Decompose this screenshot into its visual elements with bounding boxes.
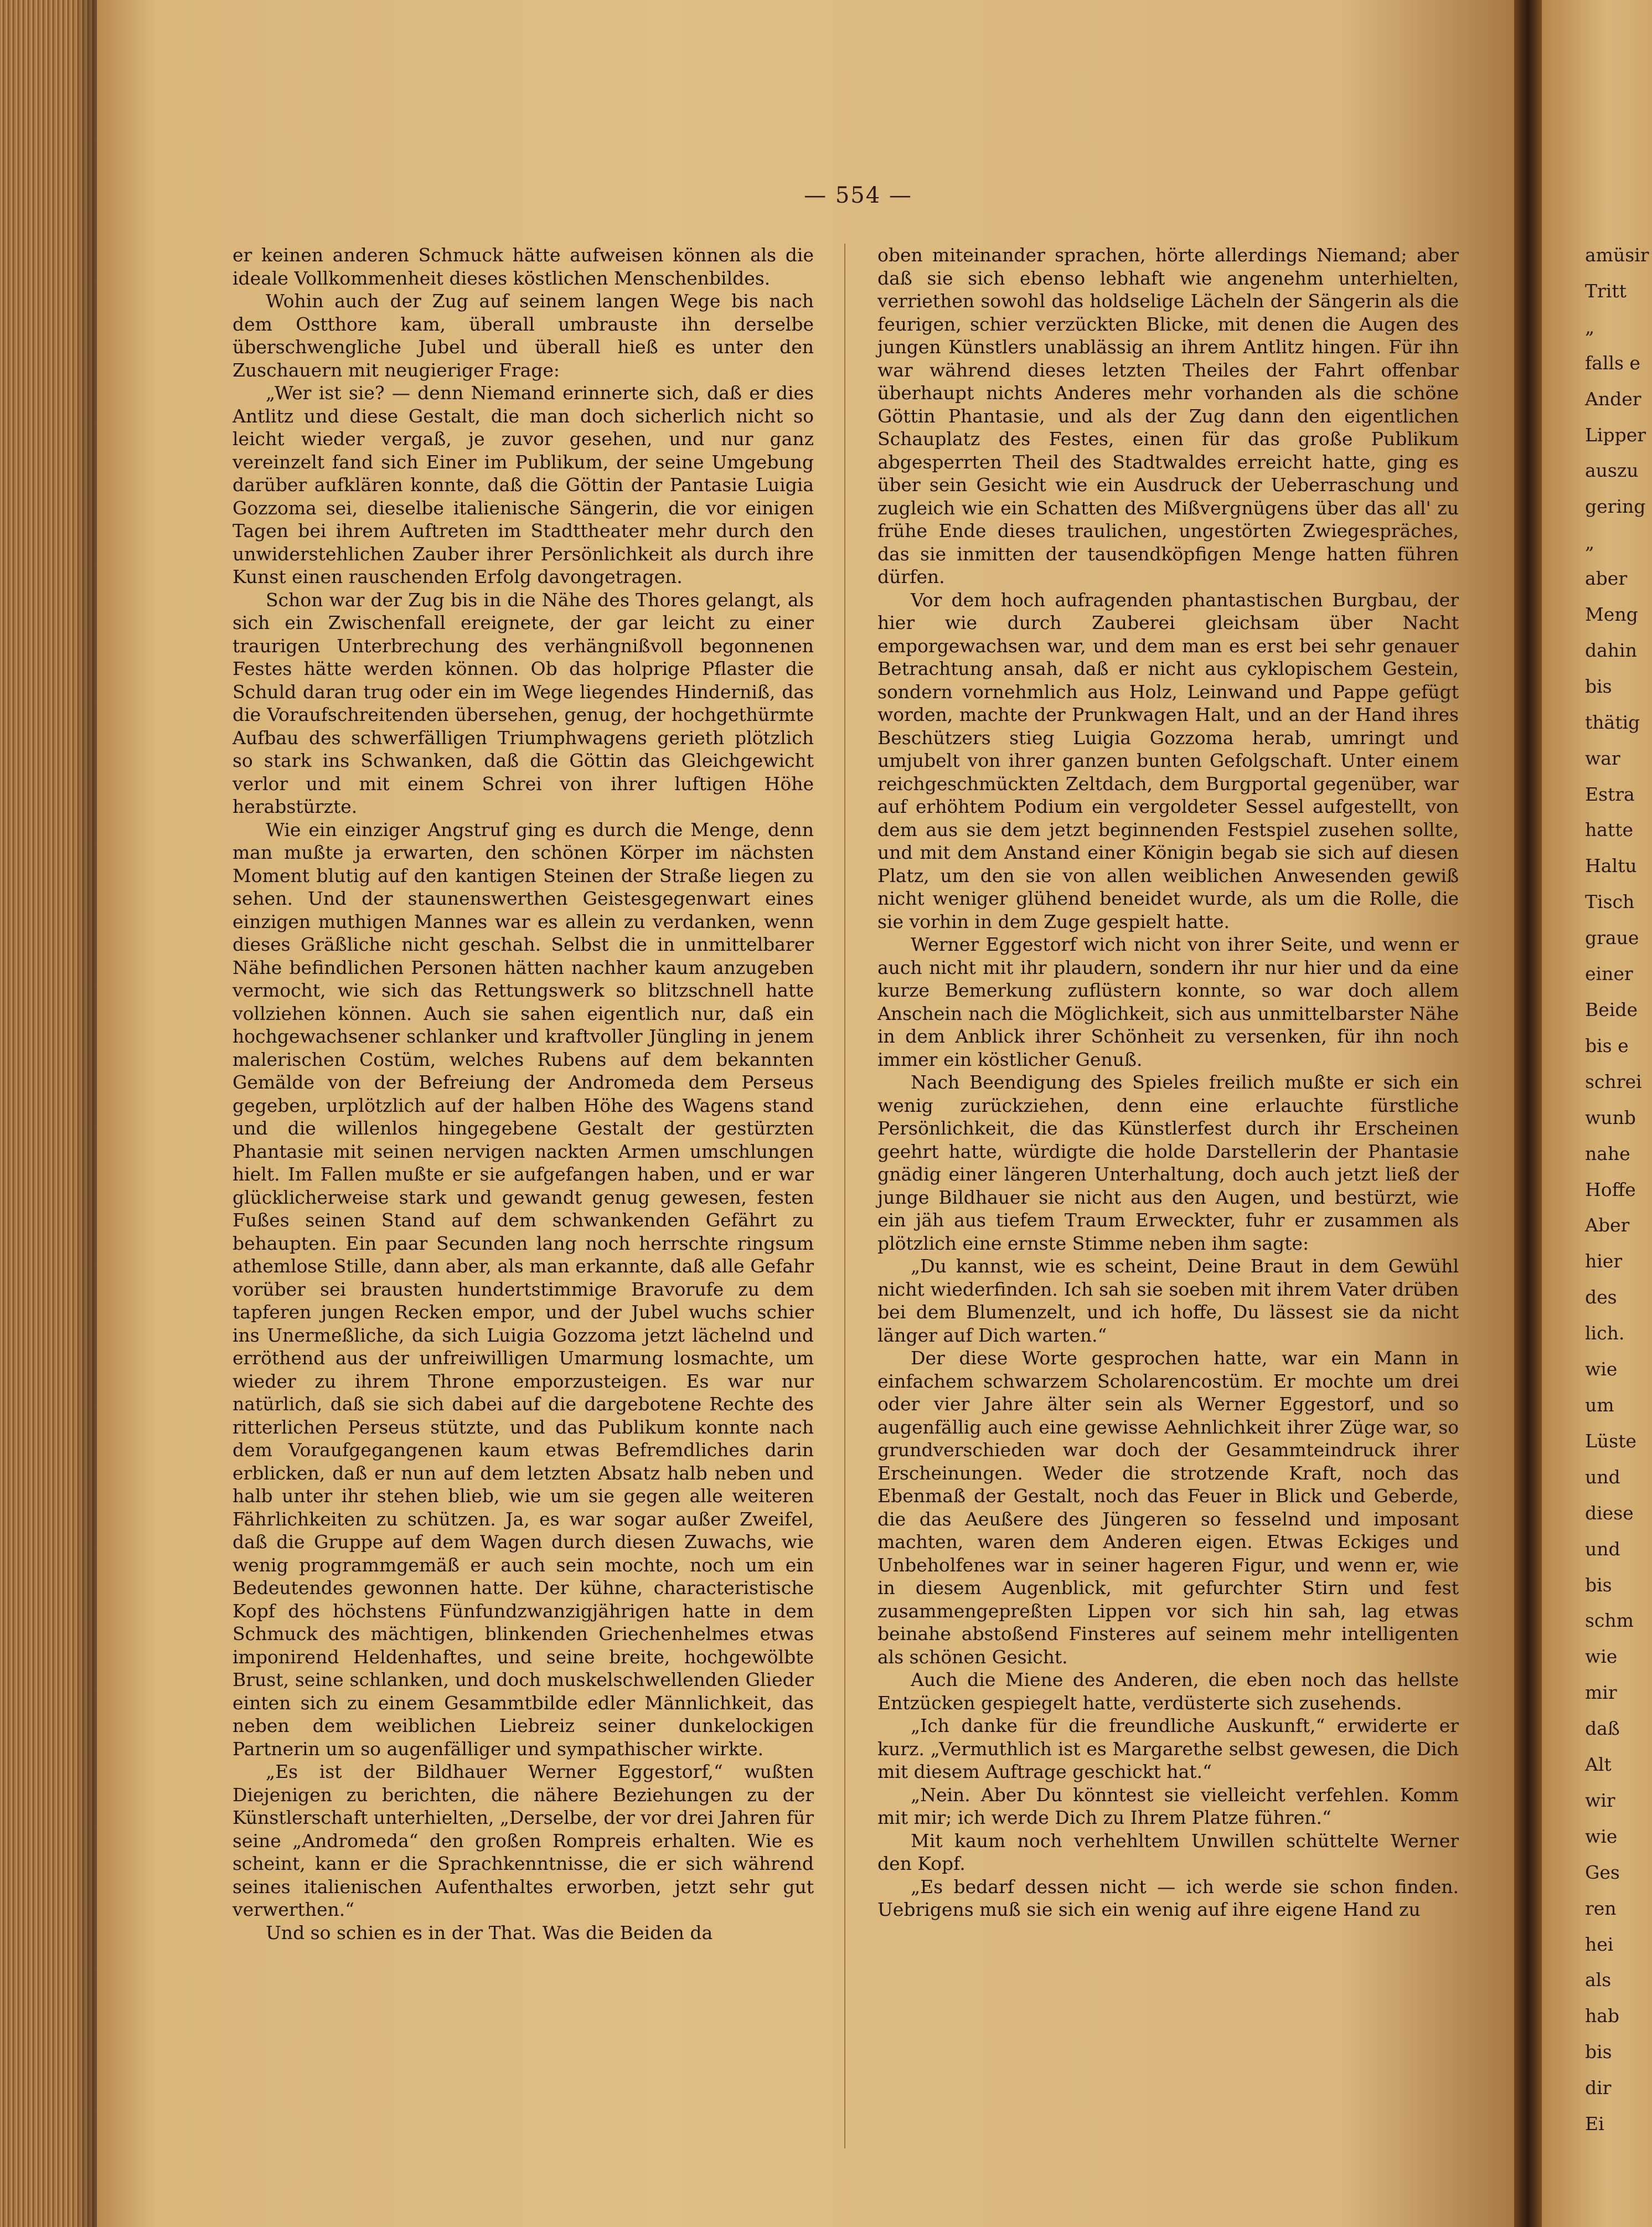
paragraph: Schon war der Zug bis in die Nähe des Thores gelangt, als sich ein Zwischenfall ereignete, der gar leicht zu einer traurigen Unterbrechung des verhängnißvoll begonnenen Festes hätte werden können. Ob das holprige Pflaster die Schuld daran trug oder ein im Wege liegendes Hinderniß, das die Voraufschreitenden übersehen, genug, der hochgethürmte Aufbau des schwerfälligen Triumphwagens gerieth plötzlich so stark ins Schwanken, daß die Göttin das Gleichgewicht verlor und mit einem Schrei von ihrer luftigen Höhe herabstürzte. xyxy=(233,589,814,817)
next-page-text-fragment: und xyxy=(1585,1466,1620,1488)
next-page-text-fragment: lich. xyxy=(1585,1322,1625,1344)
paragraph: Wohin auch der Zug auf seinem langen Wege bis nach dem Ostthore kam, überall umbrauste ihn derselbe überschwengliche Jubel und überall hieß es unter den Zuschauern mit neugieriger Frage: xyxy=(233,290,814,381)
text-column-right xyxy=(877,244,1459,1921)
paragraph: Auch die Miene des Anderen, die eben noch das hellste Entzücken gespiegelt hatte, verdüsterte sich zusehends. xyxy=(877,1669,1459,1714)
paragraph: „Es ist der Bildhauer Werner Eggestorf,“ wußten Diejenigen zu berichten, die nähere Beziehungen zu der Künstlerschaft unterhielten, „Derselbe, der vor drei Jahren für seine „Andromeda“ den großen Rompreis erhalten. Wie es scheint, kann er die Sprachkenntnisse, die er sich während seines italienischen Aufenthaltes erworben, jetzt sehr gut verwerthen.“ xyxy=(233,1761,814,1920)
next-page-text-fragment: hatte xyxy=(1585,819,1633,841)
next-page-text-fragment: mir xyxy=(1585,1682,1617,1704)
next-page-text-fragment: aber xyxy=(1585,568,1628,590)
next-page-text-fragment: wie xyxy=(1585,1358,1618,1380)
next-page-text-fragment: thätig xyxy=(1585,711,1640,733)
next-page-text-fragment: des xyxy=(1585,1286,1617,1308)
next-page-text-fragment: dahin xyxy=(1585,639,1637,661)
next-page-text-fragment: Meng xyxy=(1585,604,1638,626)
paragraph: Und so schien es in der That. Was die Beiden da xyxy=(266,1921,713,1944)
book-gutter xyxy=(1514,0,1542,2227)
next-page-text-fragment: wie xyxy=(1585,1646,1618,1668)
next-page-text-fragment: Lipper xyxy=(1585,424,1646,446)
next-page-text-fragment: einer xyxy=(1585,963,1633,985)
next-page-text-fragment: war xyxy=(1585,747,1620,769)
paragraph: „Wer ist sie? — denn Niemand erinnerte sich, daß er dies Antlitz und diese Gestalt, die man doch sicherlich nicht so leicht wieder vergaß, je zuvor gesehen, und nur ganz vereinzelt fand sich Einer im Publikum, der seine Umgebung darüber aufklären konnte, daß die Göttin der Pantasie Luigia Gozzoma sei, dieselbe italienische Sängerin, die vor einigen Tagen bei ihrem Auftreten im Stadttheater mehr durch den unwiderstehlichen Zauber ihrer Persönlichkeit als durch ihre Kunst einen rauschenden Erfolg davongetragen. xyxy=(233,382,814,587)
next-page-text-fragment: falls e xyxy=(1585,352,1640,374)
next-page-text-fragment: diese xyxy=(1585,1502,1634,1524)
next-page-text-fragment: Alt xyxy=(1585,1754,1612,1776)
column-divider xyxy=(844,244,845,2148)
next-page-text-fragment: Beide xyxy=(1585,999,1638,1021)
next-page-text-fragment: als xyxy=(1585,1969,1612,1991)
page-number: — 554 — xyxy=(804,183,912,208)
paragraph: „Nein. Aber Du könntest sie vielleicht verfehlen. Komm mit mir; ich werde Dich zu Ihrem Platze führen.“ xyxy=(877,1783,1459,1828)
paragraph: Wie ein einziger Angstruf ging es durch die Menge, denn man mußte ja erwarten, den schönen Körper im nächsten Moment blutig auf den kantigen Steinen der Straße liegen zu sehen. Und der staunenswerthen Geistesgegenwart eines einzigen muthigen Mannes war es allein zu verdanken, wenn dieses Gräßliche nicht geschah. Selbst die in unmittelbarer Nähe befindlichen Personen hätten nachher kaum anzugeben vermocht, wie sich das Rettungswerk so blitzschnell hatte vollziehen können. Auch sie sahen eigentlich nur, daß ein hochgewachsener schlanker und kraftvoller Jüngling in jenem malerischen Costüm, welches Rubens auf dem bekannten Gemälde von der Befreiung der Andromeda dem Perseus gegeben, urplötzlich auf der halben Höhe des Wagens stand und die willenlos hingegebene Gestalt der gestürzten Phantasie mit seinen nervigen nackten Armen umschlungen hielt. Im Fallen mußte er sie aufgefangen haben, und er war glücklicherweise stark und gewandt genug gewesen, festen Fußes seinen Stand auf dem schwankenden Gefährt zu behaupten. Ein paar Secunden lang noch herrschte ringsum athemlose Stille, dann aber, als man erkannte, daß alle Gefahr vorüber sei brausten hundertstimmige Bravorufe zu dem tapferen jungen Recken empor, und der Jubel wuchs schier ins Unermeßliche, da sich Luigia Gozzoma jetzt lächelnd und erröthend aus der unfreiwilligen Umarmung losmachte, um wieder zu ihrem Throne emporzusteigen. Es war nur natürlich, daß sie sich dabei auf die dargebotene Rechte des ritterlichen Perseus stützte, und das Publikum konnte nach dem Voraufgegangenen kaum etwas Befremdliches darin erblicken, daß er nun auf dem letzten Absatz halb neben und halb unter ihr stehen blieb, wie um sie gegen alle weiteren Fährlichkeiten zu schützen. Ja, es war sogar außer Zweifel, daß die Gruppe auf dem Wagen durch diesen Zuwachs, wie wenig programmgemäß er auch sein mochte, noch um ein Bedeutendes gewonnen hatte. Der kühne, characteristische Kopf des höchstens Fünfundzwanzigjährigen hatte in dem Schmuck des mächtigen, blinkenden Griechenhelmes etwas imponirend Heldenhaftes, und seine breite, hochgewölbte Brust, seine schlanken, und doch muskelschwellenden Glieder einten sich zu einem Gesammtbilde edler Männlichkeit, das neben dem weiblichen Liebreiz seiner dunkelockigen Partnerin um so augenfälliger und sympathischer wirkte. xyxy=(233,818,814,1760)
next-page-text-fragment: gering xyxy=(1585,496,1646,518)
next-page-text-fragment: bis e xyxy=(1585,1034,1629,1056)
next-page-text-fragment: „ xyxy=(1585,532,1595,554)
paragraph: Nach Beendigung des Spieles freilich mußte er sich ein wenig zurückziehen, denn eine erlauchte fürstliche Persönlichkeit, die das Künstlerfest durch ihr Erscheinen geehrt hatte, würdigte die holde Darstellerin der Phantasie gnädig einer längeren Unterhaltung, doch auch jetzt ließ der junge Bildhauer sie nicht aus den Augen, und bestürzt, wie ein jäh aus tiefem Traum Erweckter, fuhr er zusammen als plötzlich eine ernste Stimme neben ihm sagte: xyxy=(877,1071,1459,1254)
next-page-text-fragment: schrei xyxy=(1585,1070,1642,1092)
text-column-left xyxy=(233,244,814,1944)
paragraph: „Es bedarf dessen nicht — ich werde sie schon finden. Uebrigens muß sie sich ein wenig auf ihre eigene Hand zu xyxy=(877,1875,1459,1920)
paragraph: „Ich danke für die freundliche Auskunft,“ erwiderte er kurz. „Vermuthlich ist es Margarethe selbst gewesen, die Dich mit diesem Auftrage geschickt hat.“ xyxy=(877,1715,1459,1782)
next-page-text-fragment: und xyxy=(1585,1538,1620,1560)
next-page-text-fragment: Ander xyxy=(1585,388,1641,410)
paragraph: oben miteinander sprachen, hörte allerdings Niemand; aber daß sie sich ebenso lebhaft wie angenehm unterhielten, verriethen sowohl das holdselige Lächeln der Sängerin als die feurigen, schier verzückten Blicke, mit denen die Augen des jungen Künstlers unablässig an ihrem Antlitz hingen. Für ihn war während dieses letzten Theiles der Fahrt offenbar überhaupt nichts Anderes mehr vorhanden als die schöne Göttin Phantasie, und als der Zug dann den eigentlichen Schauplatz des Festes, einen für das große Publikum abgesperrten Theil des Stadtwaldes erreicht hatte, ging es über sein Gesicht wie ein Ausdruck der Ueberraschung und zugleich wie ein Schatten des Mißvergnügens über das all' zu frühe Ende dieses traulichen, ungestörten Zwiegespräches, das sie inmitten der tausendköpfigen Menge hatten führen dürfen. xyxy=(877,244,1459,587)
next-page-text-fragment: bis xyxy=(1585,2041,1612,2063)
next-page-text-fragment: amüsir xyxy=(1585,244,1649,266)
next-page-text-fragment: wir xyxy=(1585,1789,1615,1811)
paragraph: Der diese Worte gesprochen hatte, war ein Mann in einfachem schwarzem Scholarencostüm. Er mochte um drei oder vier Jahre älter sein als Werner Eggestorf, und so augenfällig auch eine gewisse Aehnlichkeit ihrer Züge war, so grundverschieden war doch der Gesammteindruck ihrer Erscheinungen. Weder die strotzende Kraft, noch das Ebenmaß der Gestalt, noch das Feuer in Blick und Geberde, die das Aeußere des Jüngeren so fesselnd und imposant machten, waren dem Anderen eigen. Etwas Eckiges und Unbeholfenes war in seiner hageren Figur, und wenn er, wie in diesem Augenblick, mit gefurchter Stirn und fest zusammengepreßten Lippen vor sich hin sah, lag etwas beinahe abstoßend Finsteres auf seinem mehr intelligenten als schönen Gesicht. xyxy=(877,1347,1459,1668)
paragraph: Mit kaum noch verhehltem Unwillen schüttelte Werner den Kopf. xyxy=(877,1829,1459,1874)
next-page-text-fragment: Aber xyxy=(1585,1214,1630,1236)
next-page-text-fragment: nahe xyxy=(1585,1142,1630,1164)
next-page-text-fragment: daß xyxy=(1585,1718,1620,1740)
paragraph: er keinen anderen Schmuck hätte aufweisen können als die ideale Vollkommenheit dieses köstlichen Menschenbildes. xyxy=(233,244,814,289)
next-page-text-fragment: ren xyxy=(1585,1897,1617,1919)
next-page-text-fragment: graue xyxy=(1585,927,1639,949)
next-page-text-fragment: Haltu xyxy=(1585,855,1637,877)
next-page-text-fragment: Ges xyxy=(1585,1861,1620,1883)
paragraph: Werner Eggestorf wich nicht von ihrer Seite, und wenn er auch nicht mit ihr plaudern, sondern ihr nur hier und da eine kurze Bemerkung zuflüstern konnte, so war doch allem Anschein nach die Möglichkeit, sich aus unmittelbarster Nähe in dem Anblick ihrer Schönheit zu versenken, für ihn noch immer ein köstlicher Genuß. xyxy=(877,934,1459,1070)
next-page-text-fragment: Hoffe xyxy=(1585,1178,1636,1200)
next-page-text-fragment: Lüste xyxy=(1585,1430,1636,1452)
book-page-edges xyxy=(0,0,97,2227)
paragraph: „Du kannst, wie es scheint, Deine Braut in dem Gewühl nicht wiederfinden. Ich sah sie soeben mit ihrem Vater drüben bei dem Blumenzelt, und ich hoffe, Du lässest sie da nicht länger auf Dich warten.“ xyxy=(877,1255,1459,1346)
next-page-text-fragment: hier xyxy=(1585,1250,1623,1272)
next-page-text-fragment: bis xyxy=(1585,1574,1612,1596)
next-page-text-fragment: um xyxy=(1585,1394,1614,1416)
next-page-text-fragment: Tisch xyxy=(1585,891,1635,913)
paragraph: Vor dem hoch aufragenden phantastischen Burgbau, der hier wie durch Zauberei gleichsam über Nacht emporgewachsen war, und dem man es erst bei sehr genauer Betrachtung ansah, daß er nicht aus cyklopischem Gestein, sondern vornehmlich aus Holz, Leinwand und Pappe gefügt worden, machte der Prunkwagen Halt, und an der Hand ihres Beschützers stieg Luigia Gozzoma herab, umringt und umjubelt von ihrer ganzen bunten Gefolgschaft. Unter einem reichgeschmückten Zeltdach, dem Burgportal gegenüber, war auf erhöhtem Podium ein vergoldeter Sessel aufgestellt, von dem aus sie dem jetzt beginnenden Festspiel zusehen sollte, und mit dem Anstand einer Königin begab sie sich auf diesen Platz, um den sie von allen weiblichen Anwesenden gewiß nicht weniger glühend beneidet wurde, als um die Rolle, die sie vorhin in dem Zuge gespielt hatte. xyxy=(877,589,1459,932)
next-page-text-fragment: „ xyxy=(1585,316,1595,338)
next-page-text-fragment: bis xyxy=(1585,675,1612,697)
next-page-text-fragment: hab xyxy=(1585,2005,1620,2027)
next-page-text-fragment: wunb xyxy=(1585,1106,1636,1128)
next-page-text-fragment: wie xyxy=(1585,1825,1618,1847)
next-page-fragment xyxy=(1542,0,1652,2227)
next-page-text-fragment: auszu xyxy=(1585,460,1639,482)
next-page-text-fragment: hei xyxy=(1585,1933,1614,1955)
next-page-text-fragment: Ei xyxy=(1585,2113,1604,2135)
next-page-text-fragment: Tritt xyxy=(1585,280,1627,302)
next-page-text-fragment: dir xyxy=(1585,2077,1612,2099)
next-page-text-fragment: Estra xyxy=(1585,783,1635,805)
next-page-text-fragment: schm xyxy=(1585,1610,1634,1632)
